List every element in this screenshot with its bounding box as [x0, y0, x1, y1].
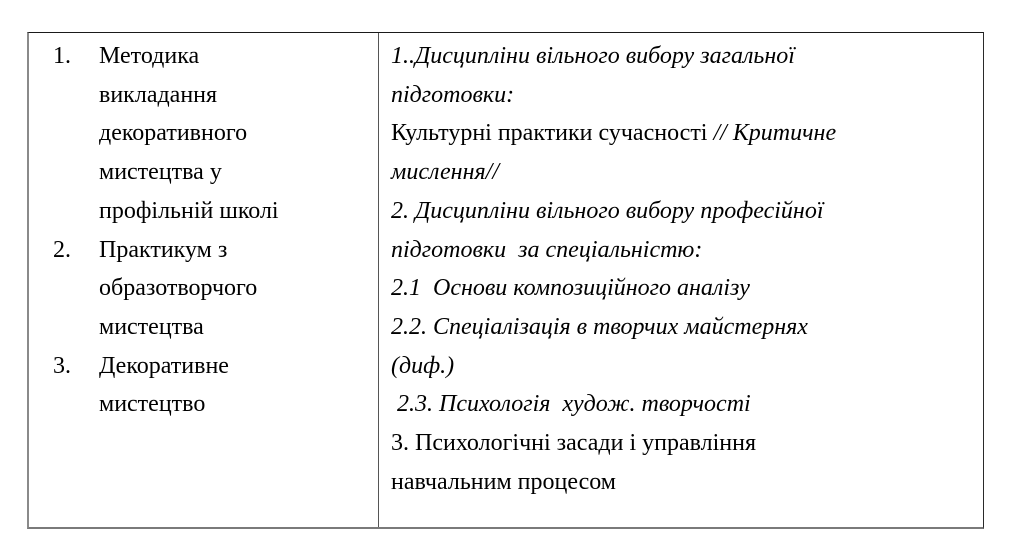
list-item: [29, 231, 339, 347]
section2-heading-cont: підготовки за спеціальністю:: [391, 236, 703, 263]
elective-courses-content: [391, 37, 975, 501]
list-item-line: образотворчого: [99, 275, 258, 302]
list-item: [29, 37, 339, 231]
curriculum-table: [27, 32, 984, 529]
section1-course-italic: // Критичне: [713, 120, 837, 147]
required-courses-list: [29, 37, 339, 424]
section3-line: 3. Психологічні засади і управління: [391, 430, 757, 457]
list-item-text: [99, 231, 339, 347]
section2-item-2: 2.2. Спеціалізація в творчих майстернях: [391, 313, 808, 340]
list-item-line: профільній школі: [99, 197, 279, 224]
list-item-line: мистецтва: [99, 313, 204, 340]
section1-heading: 1..Дисципліни вільного вибору загальної: [391, 43, 795, 69]
list-item-number: 2.: [53, 236, 71, 263]
section2-item-1: 2.1 Основи композиційного аналізу: [391, 275, 750, 302]
list-item-number: 1.: [53, 43, 71, 69]
list-item-line: мистецтво: [99, 391, 206, 418]
section1-course-cont: мислення//: [391, 159, 499, 186]
list-item-number: 3.: [53, 352, 71, 379]
section1-heading-cont: підготовки:: [391, 81, 515, 108]
list-item-line: Практикум з: [99, 236, 228, 263]
section3-line-cont: навчальним процесом: [391, 468, 616, 495]
list-item-text: [99, 37, 339, 231]
list-item: [29, 347, 339, 424]
section2-item-2-cont: (диф.): [391, 352, 455, 379]
list-item-text: [99, 347, 339, 424]
required-courses-cell: [29, 33, 379, 527]
list-item-line: Методика: [99, 43, 200, 69]
section2-heading: 2. Дисципліни вільного вибору професійної: [391, 197, 824, 224]
elective-courses-cell: [379, 33, 983, 527]
section1-course-normal: Культурні практики сучасності: [391, 120, 714, 147]
list-item-line: викладання: [99, 81, 218, 108]
list-item-line: мистецтва у: [99, 159, 222, 186]
list-item-line: Декоративне: [99, 352, 229, 379]
section2-item-3: 2.3. Психологія худож. творчості: [391, 391, 751, 418]
section1-course: [391, 114, 975, 153]
list-item-line: декоративного: [99, 120, 248, 147]
